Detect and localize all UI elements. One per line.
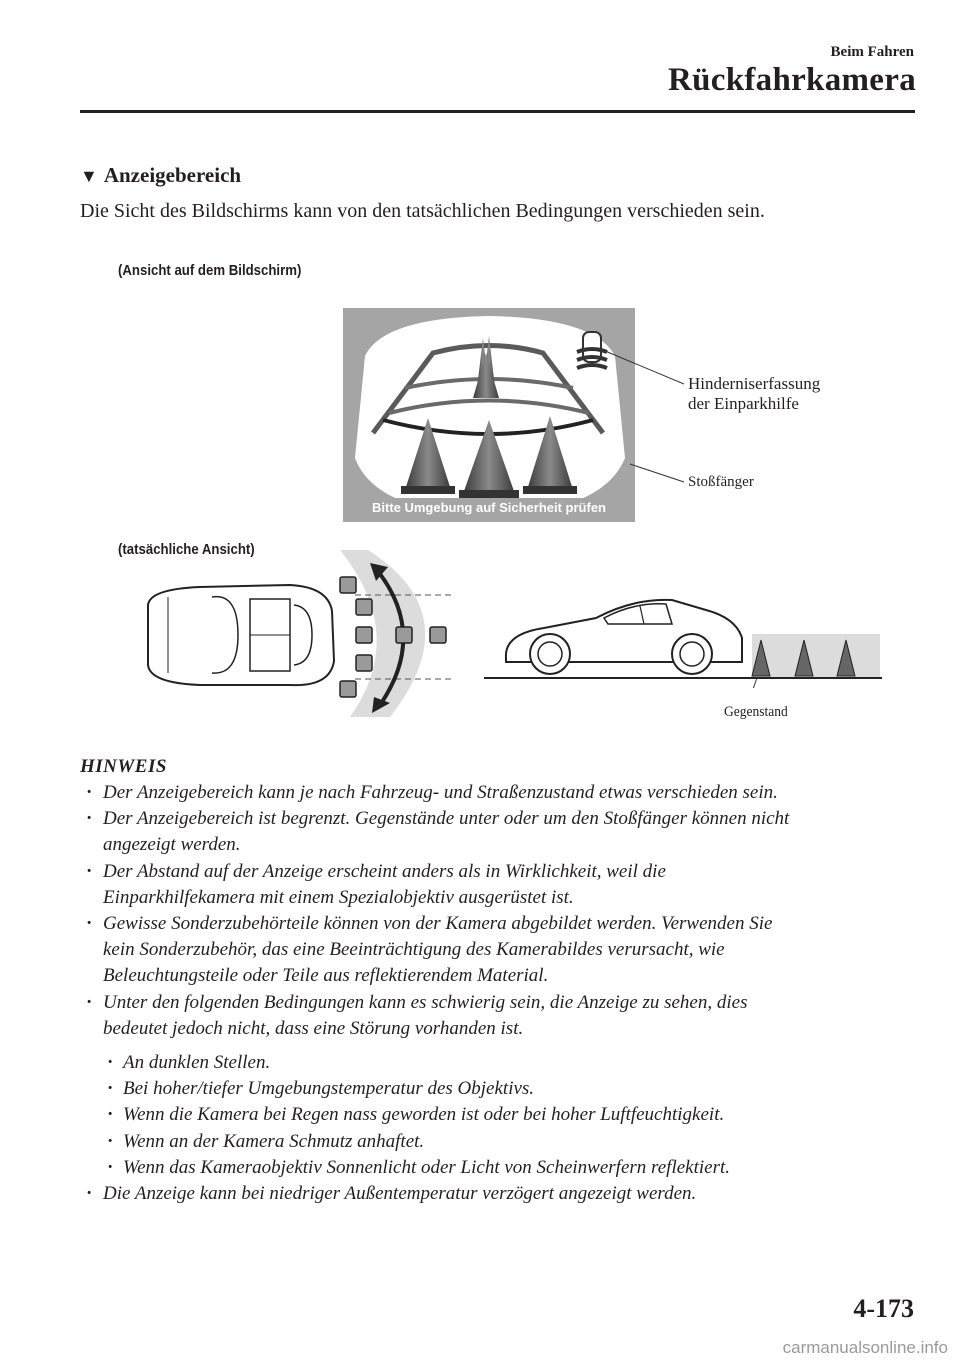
callout-lines (590, 340, 690, 500)
note-list (80, 780, 920, 1207)
note-subitem-2: · Bei hoher/tiefer Umgebungstemperatur des Objektivs. (80, 1076, 920, 1102)
note-item-4: · Gewisse Sonderzubehörteile können von der Kamera abgebildet werden. Verwenden Sie kein Sonderzubehör, das eine Beeinträchtigung des Kamerabildes verursacht, wie Beleuchtungsteile oder Teile aus reflektierendem Material. (80, 911, 920, 990)
note-item-5: · Unter den folgenden Bedingungen kann es schwierig sein, die Anzeige zu sehen, dies bedeutet jedoch nicht, dass eine Störung vorhanden ist. (80, 990, 920, 1042)
callout-bumper: Stoßfänger (688, 474, 754, 490)
side-view-illustration (484, 588, 882, 688)
actual-view-label: (tatsächliche Ansicht) (118, 541, 255, 558)
note-item-3: · Der Abstand auf der Anzeige erscheint anders als in Wirklichkeit, weil die Einparkhilfekamera mit einem Spezialobjektiv ausgerüstet ist. (80, 859, 920, 911)
screen-view-label: (Ansicht auf dem Bildschirm) (118, 262, 302, 279)
note-heading: HINWEIS (80, 756, 167, 777)
note-item-6: · Die Anzeige kann bei niedriger Außentemperatur verzögert angezeigt werden. (80, 1181, 920, 1207)
section-intro: Die Sicht des Bildschirms kann von den tatsächlichen Bedingungen verschieden sein. (80, 200, 765, 222)
watermark: carmanualsonline.info (782, 1338, 948, 1357)
note-subitem-3: · Wenn die Kamera bei Regen nass geworden ist oder bei hoher Luftfeuchtigkeit. (80, 1102, 920, 1128)
chapter-label: Beim Fahren (830, 44, 914, 60)
callout-sensor-line1: Hinderniserfassung (688, 374, 821, 393)
section-heading-text: Anzeigebereich (103, 163, 242, 187)
note-subitem-1: · An dunklen Stellen. (80, 1050, 920, 1076)
callout-sensor-line2: der Einparkhilfe (688, 394, 799, 413)
note-subitem-5: · Wenn das Kameraobjektiv Sonnenlicht oder Licht von Scheinwerfern reflektiert. (80, 1155, 920, 1181)
top-view-illustration (140, 545, 460, 725)
callout-sensor (688, 374, 820, 414)
section-heading (80, 163, 241, 188)
note-subitem-4: · Wenn an der Kamera Schmutz anhaftet. (80, 1129, 920, 1155)
note-item-2: · Der Anzeigebereich ist begrenzt. Gegenstände unter oder um den Stoßfänger können nicht angezeigt werden. (80, 806, 920, 858)
header-rule (80, 110, 915, 113)
triangle-down-icon: ▼ (80, 166, 98, 186)
note-item-1: · Der Anzeigebereich kann je nach Fahrzeug- und Straßenzustand etwas verschieden sein. (80, 780, 920, 806)
screen-warning-banner: Bitte Umgebung auf Sicherheit prüfen (371, 500, 606, 515)
callout-object: Gegenstand (724, 704, 788, 720)
page-number: 4-173 (853, 1294, 914, 1323)
page-title: Rückfahrkamera (667, 62, 916, 98)
